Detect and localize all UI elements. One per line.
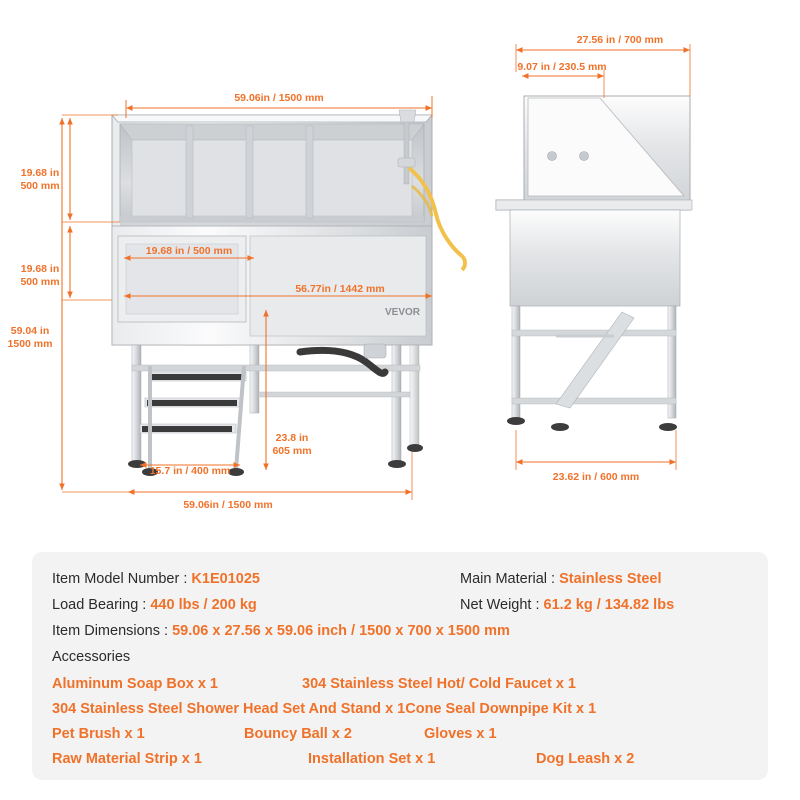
dim-front-step-height-line2: 605 mm <box>272 445 312 457</box>
spec-load-bearing <box>52 592 460 618</box>
dim-front-total-height-line2: 1500 mm <box>7 338 53 350</box>
spec-row-load-weight <box>52 592 748 618</box>
dim-side-top-depth: 27.56 in / 700 mm <box>576 34 664 46</box>
accessory-item <box>576 672 748 697</box>
accessories-row <box>52 722 748 747</box>
dim-front-upper-height-line2: 500 mm <box>20 180 60 192</box>
spec-row-model-material <box>52 566 748 592</box>
spec-dimensions-label: Item Dimensions : <box>52 623 173 639</box>
brand-logo: VEVOR <box>385 307 421 318</box>
dim-front-step-depth: 15.7 in / 400 mm <box>149 465 231 477</box>
dim-front-upper-height-line1: 19.68 in <box>20 167 60 179</box>
dim-front-inner-width: 56.77in / 1442 mm <box>295 283 385 295</box>
spec-material <box>460 566 748 592</box>
accessory-item: 304 Stainless Steel Shower Head Set And Stand x 1 <box>52 701 406 717</box>
accessory-item: Raw Material Strip x 1 <box>52 751 202 767</box>
side-view-drawing <box>496 34 692 483</box>
staircase <box>140 366 246 476</box>
spec-net-weight <box>460 592 748 618</box>
dim-side-base-depth: 23.62 in / 600 mm <box>552 471 640 483</box>
spec-material-label: Main Material : <box>460 571 560 587</box>
accessories-row <box>52 672 748 697</box>
spec-model-label: Item Model Number : <box>52 571 192 587</box>
dim-front-lower-height-line2: 500 mm <box>20 276 60 288</box>
accessory-item: 304 Stainless Steel Hot/ Cold Faucet x 1 <box>302 676 576 692</box>
accessory-item: Aluminum Soap Box x 1 <box>52 676 218 692</box>
dim-front-bottom-width: 59.06in / 1500 mm <box>183 499 273 511</box>
dim-front-left-basin-width: 19.68 in / 500 mm <box>145 245 233 257</box>
spec-model <box>52 566 460 592</box>
spec-dimensions-value: 59.06 x 27.56 x 59.06 inch / 1500 x 700 x 1500 mm <box>172 623 510 639</box>
dim-front-top-width: 59.06in / 1500 mm <box>234 92 324 104</box>
accessories-row <box>52 697 748 722</box>
spec-material-value: Stainless Steel <box>559 571 662 587</box>
dim-front-total-height-line1: 59.04 in <box>10 325 50 337</box>
accessory-item: Installation Set x 1 <box>308 751 436 767</box>
dim-front-step-height-line1: 23.8 in <box>275 432 309 444</box>
spec-load-bearing-value: 440 lbs / 200 kg <box>150 597 257 613</box>
spec-net-weight-value: 61.2 kg / 134.82 lbs <box>543 597 675 613</box>
accessory-item <box>637 697 748 722</box>
accessories-heading: Accessories <box>52 649 131 665</box>
dim-front-lower-height-line1: 19.68 in <box>20 263 60 275</box>
spec-load-bearing-label: Load Bearing : <box>52 597 151 613</box>
accessories-list <box>52 672 748 772</box>
accessory-item: Bouncy Ball x 2 <box>244 726 352 742</box>
spec-row-dimensions <box>52 618 748 644</box>
spec-panel <box>32 552 768 780</box>
accessory-item: Pet Brush x 1 <box>52 726 145 742</box>
spec-model-value: K1E01025 <box>191 571 260 587</box>
accessory-item: Cone Seal Downpipe Kit x 1 <box>405 701 597 717</box>
accessory-item: Gloves x 1 <box>424 726 497 742</box>
front-view-drawing <box>8 92 465 511</box>
accessories-row <box>52 747 748 772</box>
accessory-item: Dog Leash x 2 <box>536 751 635 767</box>
spec-net-weight-label: Net Weight : <box>460 597 544 613</box>
dim-side-top-flat: 9.07 in / 230.5 mm <box>517 61 607 73</box>
